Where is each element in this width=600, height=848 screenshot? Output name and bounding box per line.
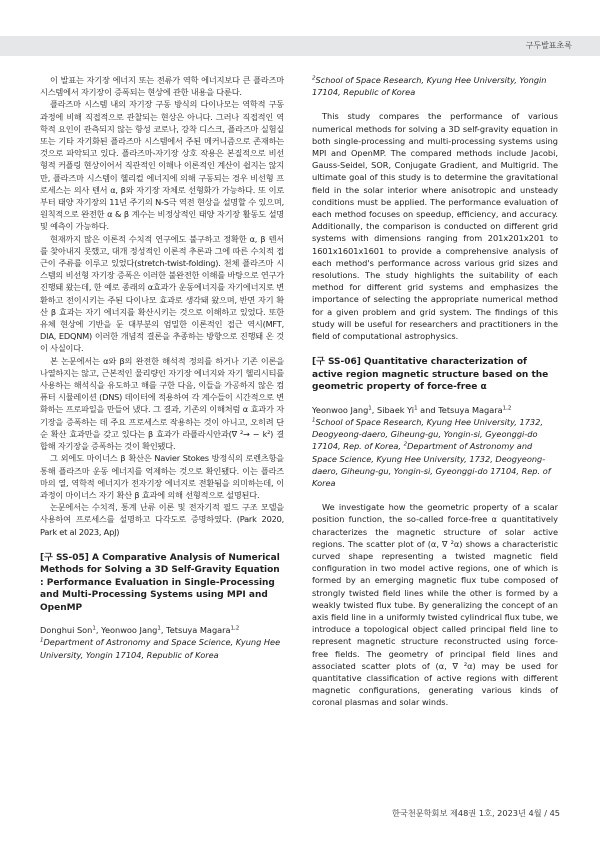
body-paragraph: 이 발표는 자기장 에너지 또는 전류가 역학 에너지보다 큰 플라즈마 시스템에서 자기장이 증폭되는 현상에 관한 내용을 다룬다. — [40, 75, 284, 98]
author-name: Tetsuya Magara — [438, 404, 503, 415]
author-name: Yeonwoo Jang — [101, 625, 158, 636]
author-name: Sibaek Yi — [377, 404, 415, 415]
affiliation-sup: 2 — [403, 441, 408, 448]
body-paragraph: 본 논문에서는 α와 β의 완전한 해석적 정의를 하거나 기존 이론을 나열하지는 않고, 근본적인 물리량인 자기장 에너지와 자기 헬리시티를 사용하는 해석식을 유도하고 해를 구한 다음, 이들을 가공하지 않은 컴퓨터 시뮬레이션 (DNS) 데이터에 적용하여 각 계수들이 시간적으로 변화하는 프로파일을 만들어 냈다. 그 결과, 기존의 이해처럼 α 효과가 자기장을 증폭하는 데 주요 프로세스로 작용하는 것이 아니고, 오히려 단순 확산 효과만을 갖고 있다는 β 효과가 라플라시안과(∇ ²→ − k²) 결합해 자기장을 증폭하는 것이 확인됐다. — [40, 355, 284, 452]
page-footer: 한국천문학회보 제48권 1호, 2023년 4월 / 45 — [392, 808, 560, 818]
affiliation-ss06 — [312, 416, 558, 489]
author-separator: and — [417, 404, 439, 415]
affiliation-text: School of Space Research, Kyung Hee University, Yongin 17104, Republic of Korea — [312, 75, 547, 98]
author-affil-sup: 1 — [414, 405, 418, 412]
affiliation-sup: 1 — [312, 417, 316, 424]
affiliation-ss05-2 — [312, 74, 558, 98]
body-paragraph: 현재까지 많은 이론적 수치적 연구에도 불구하고 정확한 α, β 텐서를 찾아내지 못했고, 대개 정성적인 이론적 추론과 그에 따른 수치적 접근이 주류를 이루고 있었다(stretch-twist-folding). 천체 플라즈마 시스템의 비선형 자기장 증폭은 이러한 불완전한 이해를 바탕으로 연구가 진행돼 왔는데, 한 예로 종래의 α효과가 운동에너지를 자기에너지로 변환하고 전이시키는 주된 다이나모 효과로 생각돼 왔으며, 반면 자기 확산 β 효과는 자기 에너지를 확산시키는 것으로 이해하고 있었다. 또한 유체 현상에 기반을 둔 대부분의 엄밀한 이론적인 접근 역시(MFT, DIA, EDQNM) 이러한 개념적 결론을 추종하는 방향으로 진행돼 온 것이 사실이다. — [40, 233, 284, 354]
author-separator: , — [95, 625, 102, 636]
author-name: Yeonwoo Jang — [312, 404, 369, 415]
section-header-label: 구두발표초록 — [525, 41, 572, 50]
left-column — [40, 74, 284, 661]
body-paragraph: 플라즈마 시스템 내의 자기장 구동 방식의 다이나모는 역학적 구동 과정에 비해 직접적으로 관찰되는 현상은 아니다. 그러나 직접적인 역학적 요인이 관측되지 않는 항성 코로나, 강착 디스크, 플라즈마 실험실 또는 기타 자기화된 플라즈마 시스템에서 주된 메커니즘으로 존재하는 것으로 파악되고 있다. 플라즈마-자기장 상호 작용은 본질적으로 비선형적 커플링 현상이어서 직관적인 이해나 이론적인 계산이 쉽지는 않지만, 플라즈마 시스템이 헬리컬 에너지에 의해 구동되는 경우 비선형 프로세스는 의사 텐서 α, β와 자기장 자체로 선형화가 가능하다. 또 이로부터 태양 자기장의 11년 주기의 N-S극 역전 현상을 설명할 수 있으며, 원칙적으로 완전한 α & β 계수는 비정상적인 태양 자기장 활동도 설명 및 예측이 가능하다. — [40, 99, 284, 232]
affiliation-ss05-1 — [40, 636, 284, 660]
author-affil-sup: 1,2 — [502, 405, 512, 412]
affiliation-text: Department of Astronomy and Space Science, Kyung Hee University, Yongin 17104, Republic of Korea — [40, 637, 281, 660]
author-name: Donghui Son — [40, 625, 93, 636]
affiliation-sup: 1 — [40, 637, 44, 644]
abstract-title-ss06: [구 SS-06] Quantitative characterization of active region magnetic structure based on the geometric property of force-free α — [312, 357, 549, 393]
abstract-title-ss05: [구 SS-05] A Comparative Analysis of Numerical Methods for Solving a 3D Self-Gravity Equation : Performance Evaluation in Single-Processing and Multi-Processing Systems using MPI and OpenMP — [40, 552, 280, 613]
author-separator: , — [160, 625, 167, 636]
affiliation-text: Department of Astronomy and Space Science, Kyung Hee University, 1732, Deogyeong-daero, Giheung-gu, Yongin-si, Gyeonggi-do 17104, Rep. of Korea — [312, 441, 551, 488]
author-affil-sup: 1 — [368, 405, 372, 412]
body-paragraph: 논문에서는 수치적, 통계 난류 이론 및 전자기적 필드 구조 모델을 사용하여 프로세스를 설명하고 다각도로 증명하였다. (Park 2020, Park et al 2023, ApJ) — [40, 502, 284, 537]
author-list-ss05 — [40, 624, 284, 636]
right-column — [312, 74, 558, 709]
author-name: Tetsuya Magara — [166, 625, 231, 636]
affiliation-sup: 2 — [312, 75, 316, 82]
author-separator: , — [371, 404, 378, 415]
author-affil-sup: 1 — [157, 625, 161, 632]
abstract-body-ss05: This study compares the performance of various numerical methods for solving a 3D self-gravity equation in both single-processing and multi-processing systems using MPI and OpenMP. The compared methods include Jacobi, Gauss-Seidel, SOR, Conjugate Gradient, and Multigrid. The ultimate goal of this study is to determine the gravitational field in the solar interior where anisotropic and unsteady conditions must be applied. The performance evaluation of each method focuses on speedup, efficiency, and accuracy. Additionally, the comparison is conducted on different grid systems with dimensions ranging from 201x201x201 to 1601x1601x1601 to provide a comprehensive analysis of each method's performance across various grid sizes and resolutions. The study highlights the suitability of each method for different grid systems and emphasizes the importance of selecting the appropriate numerical method for a given problem and grid system. The findings of this study will be useful for researchers and practitioners in the field of computational astrophysics. — [312, 111, 558, 342]
author-list-ss06 — [312, 404, 558, 416]
affiliation-text: School of Space Research, Kyung Hee University, 1732, Deogyeong-daero, Giheung-gu, Yongin-si, Gyeonggi-do 17104, Rep. of Korea, — [312, 416, 543, 452]
author-affil-sup: 1 — [92, 625, 96, 632]
body-paragraph: 그 외에도 마이너스 β 확산은 Navier Stokes 방정식의 로렌츠항을 통해 플라즈마 운동 에너지를 억제하는 것으로 확인됐다. 이는 플라즈마의 열, 역학적 에너지가 전자기장 에너지로 전환됨을 의미하는데, 이 과정이 마이너스 자기 확산 β 효과에 의해 선형적으로 설명된다. — [40, 453, 284, 500]
header-bar — [0, 36, 600, 56]
author-affil-sup: 1,2 — [230, 625, 240, 632]
abstract-body-ss06: We investigate how the geometric property of a scalar position function, the so-called force-free α quantitatively characterizes the magnetic structure of solar active regions. The scatter plot of (α, ∇ ²α) shows a characteristic curved shape representing a twisted magnetic field configuration in two model active regions, one of which is formed by an emerging magnetic flux tube composed of strongly twisted field lines while the other is formed by a weakly twisted flux tube. By generalizing the concept of an axis field line in a uniformly twisted cylindrical flux tube, we introduce a topological object called principal field line to represent magnetic structure reconstructed using force-free fields. The geometry of principal field lines and associated scatter plots of (α, ∇ ²α) may be used for quantitative classification of active regions with different magnetic configurations, generating various kinds of coronal plasmas and solar winds. — [312, 502, 558, 708]
